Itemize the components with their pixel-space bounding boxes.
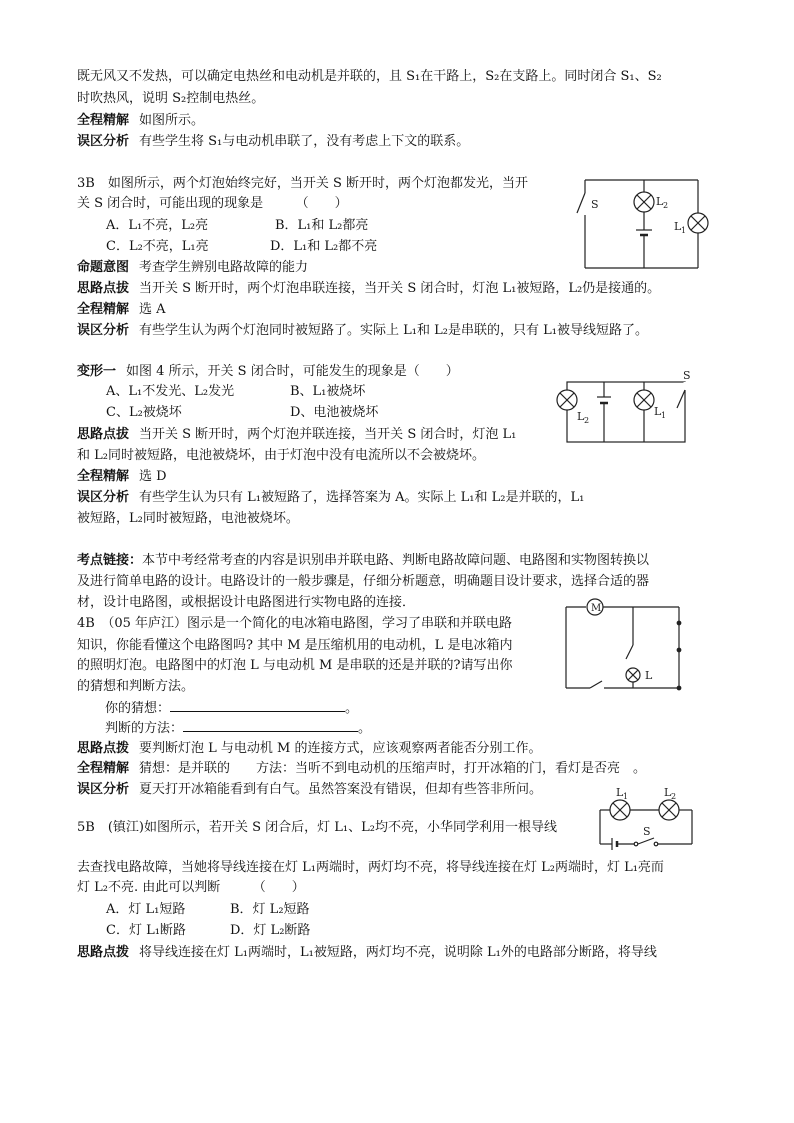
q4-guess: [105, 699, 358, 717]
q3-opt-b: B．L₁和 L₂都亮: [275, 218, 369, 233]
guess-end: 。: [345, 701, 359, 716]
q5-stem-2: 去查找电路故障，当她将导线连接在灯 L₁两端时，两灯均不亮，将导线连接在灯 L₂两端时，灯 L₁亮而: [77, 860, 664, 875]
link-label: 考点链接：: [77, 553, 143, 568]
hint-text: 当开关 S 断开时，两个灯泡并联连接，当开关 S 闭合时，灯泡 L₁: [139, 427, 517, 442]
intro-error: [77, 133, 469, 150]
var1-circuit-diagram: [555, 368, 695, 448]
q3-opt-a: A．L₁不亮，L₂亮: [106, 218, 209, 233]
intro-line-2: 时吹热风，说明 S₂控制电热丝。: [77, 91, 265, 106]
intro-line-1: 既无风又不发热，可以确定电热丝和电动机是并联的，且 S₁在干路上，S₂在支路上。同时闭合 S₁、S₂: [77, 69, 662, 84]
hint-label: 思路点拨: [77, 741, 130, 756]
svg-text:M: M: [591, 603, 602, 614]
full-text: 选 D: [139, 469, 167, 484]
q4-stem-2: 知识，你能看懂这个电路图吗? 其中 M 是压缩机用的电动机，L 是电冰箱内: [77, 638, 513, 653]
q4-error: [77, 781, 542, 798]
svg-text:1: 1: [623, 792, 629, 801]
q4-circuit-diagram: [560, 595, 690, 695]
q3-stem-2: 关 S 闭合时，可能出现的现象是 （ ）: [77, 196, 348, 211]
q5-opt-d: D．灯 L₂断路: [230, 923, 311, 938]
full-label: 全程精解: [77, 302, 130, 317]
q5-circuit-diagram: [592, 783, 702, 855]
q5-stem-1: 5B (镇江)如图所示，若开关 S 闭合后，灯 L₁、L₂均不亮，小华同学利用一根导线: [77, 820, 557, 835]
svg-text:2: 2: [671, 792, 677, 801]
link-line-3: 材，设计电路图，或根据设计电路图进行实物电路的连接．: [77, 595, 416, 610]
var1-text: 如图 4 所示，开关 S 闭合时，可能发生的现象是（ ）: [126, 364, 459, 379]
svg-text:S: S: [591, 198, 599, 211]
hint-label: 思路点拨: [77, 945, 130, 960]
svg-text:1: 1: [661, 411, 667, 420]
var1-error-2: 被短路，L₂同时被短路，电池被烧坏。: [77, 511, 299, 526]
q3-opt-c: C．L₂不亮，L₁亮: [106, 239, 209, 254]
q3-full: [77, 301, 166, 318]
svg-text:L: L: [645, 669, 653, 682]
q3-intent: [77, 259, 308, 276]
q3-error: [77, 322, 648, 339]
full-text: 选 A: [139, 302, 166, 317]
intro-full: [77, 112, 204, 129]
q4-stem-3: 的照明灯泡。电路图中的灯泡 L 与电动机 M 是串联的还是并联的?请写出你: [77, 658, 513, 673]
method-end: 。: [358, 721, 372, 736]
method-blank[interactable]: [183, 719, 358, 732]
svg-text:L: L: [654, 405, 662, 418]
q4-hint: [77, 740, 542, 757]
var1-opt-c: C、L₂被烧坏: [106, 405, 182, 420]
hint-text: 当开关 S 断开时，两个灯泡串联连接，当开关 S 闭合时，灯泡 L₁被短路，L₂仍是接通的。: [139, 281, 661, 296]
var1-hint-2: 和 L₂同时被短路，电池被烧坏，由于灯泡中没有电流所以不会被烧坏。: [77, 448, 485, 463]
error-text: 有些学生认为只有 L₁被短路了，选择答案为 A。实际上 L₁和 L₂是并联的，L₁: [139, 490, 585, 505]
q4-method: [105, 719, 371, 737]
error-text: 夏天打开冰箱能看到有白气。虽然答案没有错误，但却有些答非所问。: [139, 782, 543, 797]
hint-text: 将导线连接在灯 L₁两端时，L₁被短路，两灯均不亮，说明除 L₁外的电路部分断路，将导线: [139, 945, 657, 960]
full-label: 全程精解: [77, 113, 130, 128]
svg-text:S: S: [643, 825, 651, 838]
var1-full: [77, 468, 167, 485]
link-line-1: [77, 552, 649, 569]
full-text: 猜想：是并联的 方法：当听不到电动机的压缩声时，打开冰箱的门，看灯是否亮 。: [139, 761, 647, 776]
guess-blank[interactable]: [170, 699, 345, 712]
error-label: 误区分析: [77, 490, 130, 505]
svg-text:L: L: [664, 786, 672, 799]
q5-opt-b: B．灯 L₂短路: [230, 902, 310, 917]
var1-hint-1: [77, 426, 516, 443]
svg-text:L: L: [656, 195, 664, 208]
q4-stem-4: 的猜想和判断方法。: [77, 679, 195, 694]
var1-opt-d: D、电池被烧坏: [290, 405, 379, 420]
error-text: 有些学生认为两个灯泡同时被短路了。实际上 L₁和 L₂是串联的，只有 L₁被导线短路了。: [139, 323, 648, 338]
hint-label: 思路点拔: [77, 281, 130, 296]
svg-text:L: L: [616, 786, 624, 799]
hint-label: 思路点拔: [77, 427, 130, 442]
q5-opt-a: A．灯 L₁短路: [106, 902, 186, 917]
q3-hint: [77, 280, 660, 297]
svg-text:2: 2: [663, 201, 669, 210]
error-label: 误区分析: [77, 134, 130, 149]
intent-text: 考查学生辨别电路故障的能力: [139, 260, 309, 275]
full-text: 如图所示。: [139, 113, 205, 128]
link-line-2: 及进行简单电路的设计。电路设计的一般步骤是，仔细分析题意，明确题目设计要求，选择合适的器: [77, 574, 650, 589]
link-text: 本节中考经常考查的内容是识别串并联电路、判断电路故障问题、电路图和实物图转换以: [142, 553, 650, 568]
q5-hint: [77, 944, 657, 961]
svg-text:1: 1: [681, 226, 687, 235]
full-label: 全程精解: [77, 761, 130, 776]
svg-text:L: L: [674, 220, 682, 233]
var1-opt-b: B、L₁被烧坏: [290, 384, 366, 399]
svg-text:S: S: [683, 369, 691, 382]
svg-text:L: L: [577, 410, 585, 423]
full-label: 全程精解: [77, 469, 130, 484]
var1-opt-a: A、L₁不发光、L₂发光: [106, 384, 235, 399]
q3-circuit-diagram: [570, 175, 715, 273]
q4-full: [77, 760, 646, 777]
hint-text: 要判断灯泡 L 与电动机 M 的连接方式，应该观察两者能否分别工作。: [139, 741, 542, 756]
q3-opt-d: D．L₁和 L₂都不亮: [270, 239, 378, 254]
var1-label: 变形一: [77, 364, 117, 379]
q5-stem-3: 灯 L₂不亮. 由此可以判断 （ ）: [77, 880, 305, 895]
var1-error-1: [77, 489, 584, 506]
q4-stem-1: 4B （05 年庐江）图示是一个简化的电冰箱电路图，学习了串联和并联电路: [77, 616, 512, 631]
method-label: 判断的方法：: [105, 721, 184, 736]
intent-label: 命题意图: [77, 260, 130, 275]
error-text: 有些学生将 S₁与电动机串联了，没有考虑上下文的联系。: [139, 134, 470, 149]
error-label: 误区分析: [77, 323, 130, 338]
svg-text:2: 2: [584, 416, 590, 425]
q5-opt-c: C．灯 L₁断路: [106, 923, 186, 938]
var1-stem: [77, 363, 459, 380]
guess-label: 你的猜想：: [105, 701, 171, 716]
error-label: 误区分析: [77, 782, 130, 797]
q3-stem-1: 3B 如图所示，两个灯泡始终完好，当开关 S 断开时，两个灯泡都发光，当开: [77, 176, 528, 191]
